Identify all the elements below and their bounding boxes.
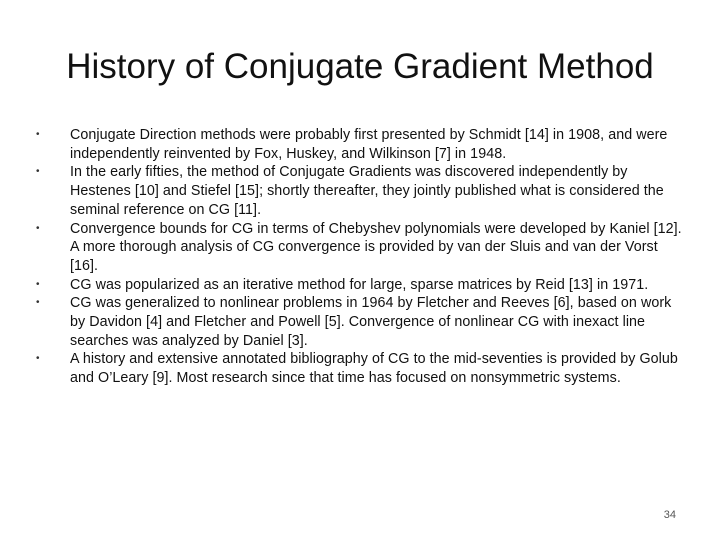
bullet-item: [36, 350, 686, 387]
bullet-icon: •: [36, 278, 40, 290]
bullet-text: In the early fifties, the method of Conjugate Gradients was discovered independently by Hestenes [10] and Stiefel [15]; shortly thereafter, they jointly published what is considered the seminal reference on CG [11].: [70, 164, 664, 218]
bullet-text: A history and extensive annotated bibliography of CG to the mid-seventies is provided by Golub and O’Leary [9]. Most research since that time has focused on nonsymmetric systems.: [70, 351, 678, 387]
bullet-icon: •: [36, 166, 40, 178]
bullet-item: [36, 294, 686, 350]
bullet-text: Conjugate Direction methods were probably first presented by Schmidt [14] in 1908, and were independently reinvented by Fox, Huskey, and Wilkinson [7] in 1948.: [70, 127, 668, 162]
bullet-icon: •: [36, 297, 40, 309]
bullet-icon: •: [36, 222, 40, 234]
bullet-text: CG was generalized to nonlinear problems in 1964 by Fletcher and Reeves [6], based on work by Davidon [4] and Fletcher and Powell [5]. Convergence of nonlinear CG with inexact line searches was analyzed by Daniel [3].: [70, 295, 672, 349]
bullet-text: Convergence bounds for CG in terms of Chebyshev polynomials were developed by Kaniel [12]. A more thorough analysis of CG convergence is provided by van der Sluis and van der Vorst [16].: [70, 220, 682, 274]
slide-title: History of Conjugate Gradient Method: [66, 47, 654, 86]
bullet-icon: •: [36, 129, 40, 140]
bullet-icon: •: [36, 353, 40, 365]
bullet-item: [36, 163, 686, 219]
bullet-list: [36, 126, 686, 388]
bullet-item: [36, 126, 686, 163]
bullet-text: CG was popularized as an iterative method for large, sparse matrices by Reid [13] in 1971.: [70, 276, 649, 293]
bullet-item: [36, 276, 686, 295]
bullet-item: [36, 220, 686, 276]
page-number: 34: [663, 509, 676, 521]
